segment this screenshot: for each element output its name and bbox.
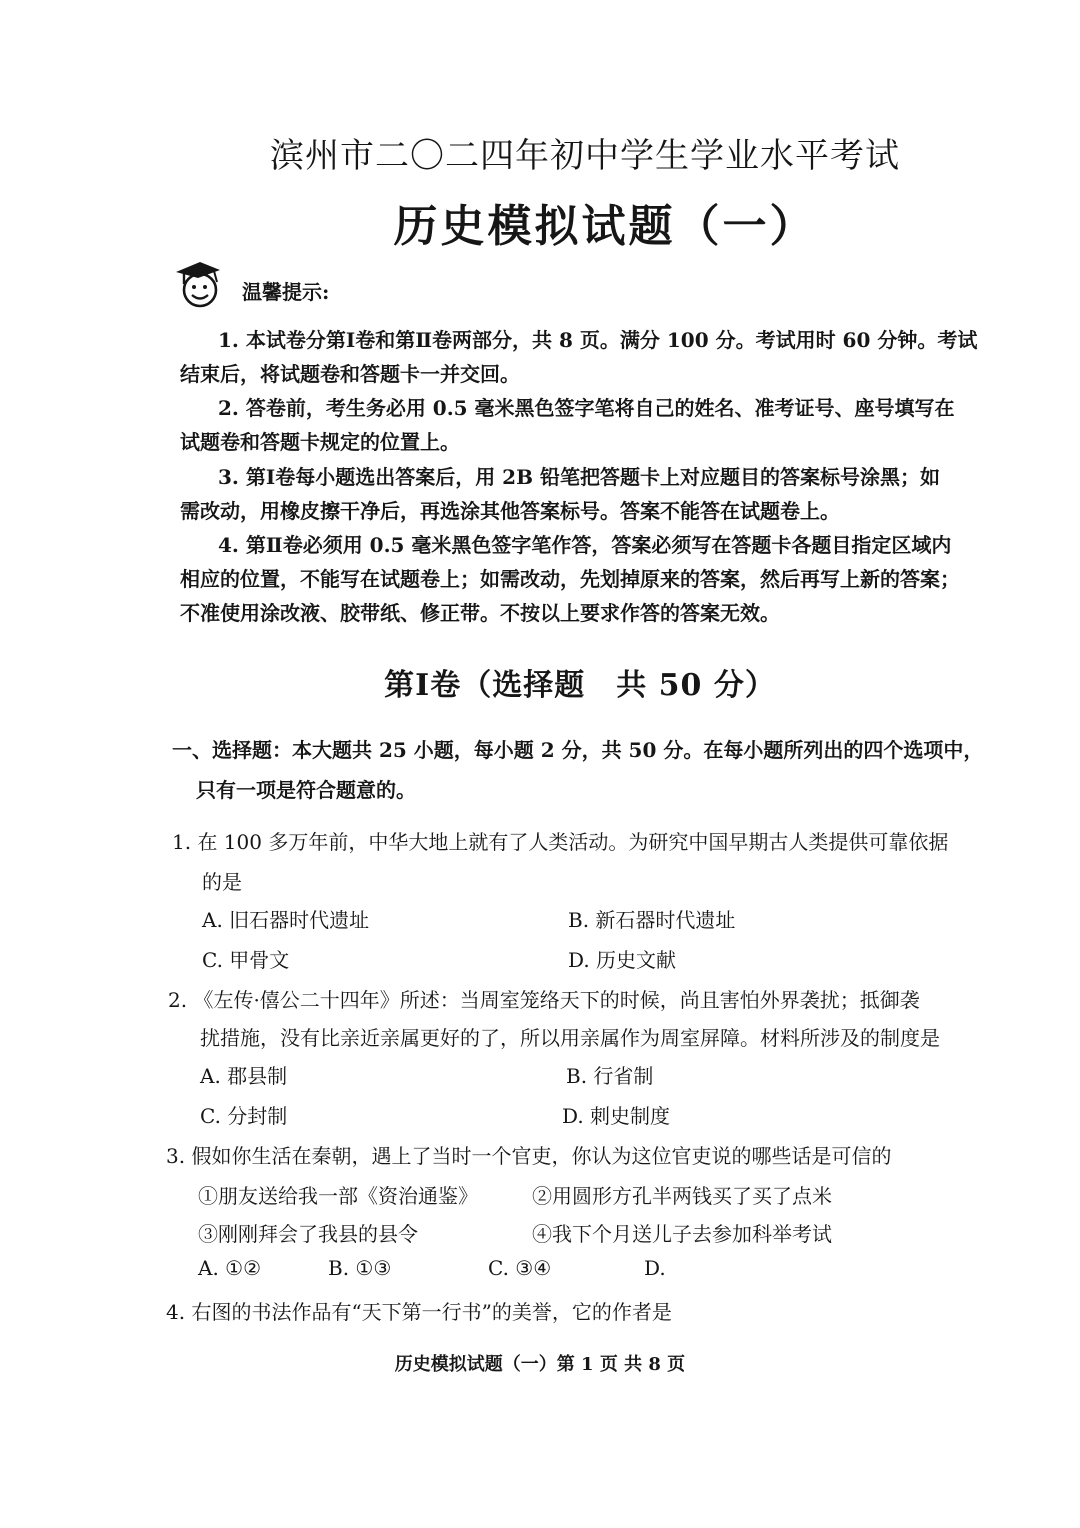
question-2-option-b: B. 行省制 [566, 1064, 654, 1088]
question-2-stem: 2. 《左传·僖公二十四年》所述：当周室笼络天下的时候，尚且害怕外界袭扰；抵御袭 [168, 988, 920, 1012]
question-1-option-b: B. 新石器时代遗址 [568, 908, 736, 932]
question-1-stem: 1. 在 100 多万年前，中华大地上就有了人类活动。为研究中国早期古人类提供可靠依据 [172, 830, 949, 854]
tips-label: 温馨提示: [242, 280, 330, 304]
question-1-option-a: A. 旧石器时代遗址 [202, 908, 370, 932]
question-3-stem: 3. 假如你生活在秦朝，遇上了当时一个官吏，你认为这位官吏说的哪些话是可信的 [166, 1144, 892, 1168]
question-1-option-d: D. 历史文献 [568, 948, 677, 972]
question-1-stem-cont: 的是 [202, 870, 242, 894]
question-2-option-d: D. 刺史制度 [562, 1104, 671, 1128]
notice-line-9: 不准使用涂改液、胶带纸、修正带。不按以上要求作答的答案无效。 [180, 601, 780, 625]
notice-line-7: 4. 第Ⅱ卷必须用 0.5 毫米黑色签字笔作答，答案必须写在答题卡各题目指定区域内 [218, 533, 952, 557]
question-3-statement-1: ①朋友送给我一部《资治通鉴》 [198, 1184, 478, 1208]
section-title: 第Ⅰ卷（选择题 共 50 分） [384, 668, 776, 703]
notice-line-6: 需改动，用橡皮擦干净后，再选涂其他答案标号。答案不能答在试题卷上。 [180, 499, 840, 523]
question-3-option-d: D. [644, 1256, 666, 1280]
exam-subtitle: 历史模拟试题（一） [393, 201, 817, 252]
question-3-statement-3: ③刚刚拜会了我县的县令 [198, 1222, 418, 1246]
notice-line-3: 2. 答卷前，考生务必用 0.5 毫米黑色签字笔将自己的姓名、准考证号、座号填写在 [218, 396, 955, 420]
question-2-option-a: A. 郡县制 [200, 1064, 288, 1088]
question-3-statement-4: ④我下个月送儿子去参加科举考试 [532, 1222, 832, 1246]
smiley-graduation-cap-icon [170, 258, 226, 314]
page-footer: 历史模拟试题（一）第 1 页 共 8 页 [394, 1354, 686, 1375]
section-instruction-1: 一、选择题：本大题共 25 小题，每小题 2 分，共 50 分。在每小题所列出的四个选项中， [172, 738, 984, 762]
question-3-option-a: A. ①② [198, 1256, 262, 1280]
section-instruction-2: 只有一项是符合题意的。 [196, 778, 416, 802]
question-3-statement-2: ②用圆形方孔半两钱买了买了点米 [532, 1184, 832, 1208]
notice-line-4: 试题卷和答题卡规定的位置上。 [180, 430, 460, 454]
question-3-option-b: B. ①③ [328, 1256, 392, 1280]
notice-line-2: 结束后，将试题卷和答题卡一并交回。 [180, 362, 520, 386]
question-2-option-c: C. 分封制 [200, 1104, 288, 1128]
notice-line-5: 3. 第Ⅰ卷每小题选出答案后，用 2B 铅笔把答题卡上对应题目的答案标号涂黑；如 [218, 465, 940, 489]
question-1-option-c: C. 甲骨文 [202, 948, 290, 972]
question-3-option-c: C. ③④ [488, 1256, 552, 1280]
exam-title: 滨州市二〇二四年初中学生学业水平考试 [270, 136, 900, 176]
question-2-stem-cont: 扰措施，没有比亲近亲属更好的了，所以用亲属作为周室屏障。材料所涉及的制度是 [200, 1026, 940, 1050]
question-4-stem: 4. 右图的书法作品有“天下第一行书”的美誉，它的作者是 [166, 1300, 672, 1324]
notice-line-1: 1. 本试卷分第Ⅰ卷和第Ⅱ卷两部分，共 8 页。满分 100 分。考试用时 60 分钟。考试 [218, 328, 978, 352]
notice-line-8: 相应的位置，不能写在试题卷上；如需改动，先划掉原来的答案，然后再写上新的答案； [180, 567, 960, 591]
